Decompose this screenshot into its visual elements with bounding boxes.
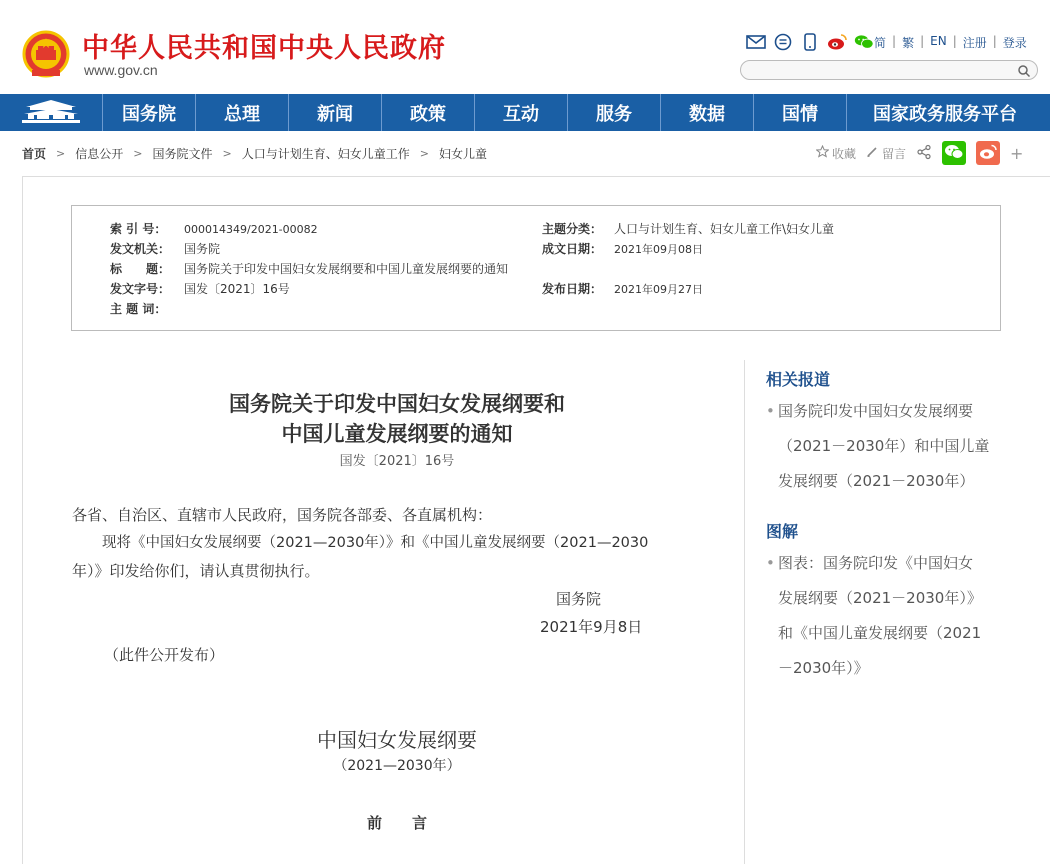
article-note: （此件公开发布） — [104, 646, 225, 664]
weibo-icon — [979, 144, 997, 163]
issuer-label: 发文机关： — [110, 242, 171, 256]
mail-icon[interactable] — [746, 32, 766, 52]
article-title-line-1: 国务院关于印发中国妇女发展纲要和 — [229, 391, 565, 416]
breadcrumb-women-children[interactable]: 妇女儿童 — [438, 147, 487, 161]
nav-item-state-council[interactable]: 国务院 — [103, 94, 196, 131]
article-salutation: 各省、自治区、直辖市人民政府，国务院各部委、各直属机构： — [72, 506, 493, 524]
article-title-line-2: 中国儿童发展纲要的通知 — [281, 421, 513, 446]
breadcrumb-council-documents[interactable]: 国务院文件 — [152, 147, 213, 161]
created-date-value: 2021年09月08日 — [614, 243, 703, 256]
bullet-dot: • — [766, 554, 775, 572]
chat-bubble-icon[interactable] — [773, 32, 793, 52]
more-share-icon[interactable]: + — [1010, 143, 1024, 163]
bullet-dot: • — [766, 402, 775, 420]
nav-item-national-info[interactable]: 国情 — [754, 94, 847, 131]
nav-home[interactable] — [0, 94, 103, 131]
wechat-icon[interactable] — [854, 32, 874, 52]
nav-item-data[interactable]: 数据 — [661, 94, 754, 131]
traditional-link[interactable]: 繁 — [902, 36, 915, 50]
chevron-right-icon: > — [222, 147, 232, 160]
comment-label: 留言 — [882, 146, 907, 161]
topic-label: 主题分类： — [542, 222, 603, 236]
nav-item-news[interactable]: 新闻 — [289, 94, 382, 131]
chevron-right-icon: > — [419, 147, 429, 160]
breadcrumb-population-category[interactable]: 人口与计划生育、妇女儿童工作 — [241, 147, 410, 161]
section-years: （2021—2030年） — [333, 758, 461, 774]
keywords-label: 主 题 词： — [110, 302, 167, 316]
related-reports-heading: 相关报道 — [766, 370, 831, 389]
title-label: 标 题： — [110, 262, 171, 276]
graphic-link[interactable] — [766, 546, 996, 686]
share-button[interactable] — [916, 144, 932, 163]
related-report-line-2: （2021－2030年）和中国儿童 — [778, 437, 990, 455]
divider: | — [952, 34, 957, 48]
search-box — [740, 60, 1038, 80]
comment-button[interactable] — [866, 145, 906, 162]
favorite-button[interactable] — [816, 145, 856, 162]
site-url[interactable]: www.gov.cn — [84, 62, 158, 78]
divider: | — [920, 34, 925, 48]
register-link[interactable]: 注册 — [962, 36, 987, 50]
share-icon — [916, 144, 932, 163]
title-value: 国务院关于印发中国妇女发展纲要和中国儿童发展纲要的通知 — [184, 262, 509, 276]
article-signer: 国务院 — [556, 590, 602, 608]
breadcrumb-info-disclosure[interactable]: 信息公开 — [75, 147, 124, 161]
section-title: 中国妇女发展纲要 — [317, 728, 477, 752]
nav-item-interaction[interactable]: 互动 — [475, 94, 568, 131]
star-icon — [816, 145, 829, 161]
site-header — [0, 0, 1050, 94]
weibo-icon[interactable] — [827, 32, 847, 52]
article-body-line-2: 年）》印发给你们，请认真贯彻执行。 — [72, 562, 320, 580]
login-link[interactable]: 登录 — [1002, 36, 1027, 50]
breadcrumb — [22, 145, 487, 162]
sidebar-divider — [744, 360, 745, 864]
divider: | — [892, 34, 897, 48]
nav-item-services[interactable]: 服务 — [568, 94, 661, 131]
related-report-line-3: 发展纲要（2021－2030年） — [778, 472, 975, 490]
graphic-line-1: 图表：国务院印发《中国妇女 — [778, 554, 974, 572]
index-label: 索 引 号： — [110, 222, 167, 236]
chevron-right-icon: > — [133, 147, 143, 160]
published-date-value: 2021年09月27日 — [614, 283, 703, 296]
preface-heading: 前 言 — [366, 814, 427, 832]
page-tools — [816, 141, 1023, 165]
main-nav — [0, 94, 1050, 131]
article-body-line-1: 现将《中国妇女发展纲要（2021—2030年）》和《中国儿童发展纲要（2021—2030 — [102, 535, 649, 551]
article-doc-number: 国发〔2021〕16号 — [339, 454, 455, 469]
article-date: 2021年9月8日 — [540, 618, 643, 636]
favorite-label: 收藏 — [832, 146, 857, 161]
breadcrumb-home[interactable]: 首页 — [22, 147, 47, 161]
graphic-line-2: 发展纲要（2021－2030年）》 — [778, 589, 982, 607]
graphic-line-3: 和《中国儿童发展纲要（2021 — [778, 624, 982, 642]
created-date-label: 成文日期： — [542, 242, 603, 256]
weibo-share-button[interactable] — [976, 141, 1000, 165]
related-report-link[interactable] — [766, 394, 996, 499]
tiananmen-icon — [20, 98, 82, 128]
simplified-link[interactable]: 简 — [874, 36, 887, 50]
top-links — [874, 34, 1027, 51]
nav-item-policies[interactable]: 政策 — [382, 94, 475, 131]
related-report-line-1: 国务院印发中国妇女发展纲要 — [778, 402, 974, 420]
index-value: 000014349/2021-00082 — [184, 223, 318, 236]
nav-item-premier[interactable]: 总理 — [196, 94, 289, 131]
doc-number-label: 发文字号： — [110, 282, 171, 296]
chevron-right-icon: > — [56, 147, 66, 160]
search-icon[interactable] — [1017, 63, 1031, 77]
published-date-label: 发布日期： — [542, 282, 603, 296]
national-emblem-icon[interactable] — [22, 30, 70, 80]
top-icon-bar — [746, 32, 874, 52]
site-title[interactable]: 中华人民共和国中央人民政府 — [82, 33, 446, 64]
search-input[interactable] — [751, 63, 1021, 81]
wechat-share-button[interactable] — [942, 141, 966, 165]
document-metadata — [71, 205, 1001, 331]
mobile-icon[interactable] — [800, 32, 820, 52]
pencil-icon — [866, 145, 879, 161]
graphic-line-4: －2030年）》 — [778, 659, 869, 677]
divider: | — [992, 34, 997, 48]
graphics-heading: 图解 — [766, 522, 799, 541]
wechat-icon — [944, 144, 964, 163]
doc-number-value: 国发〔2021〕16号 — [184, 282, 290, 296]
english-link[interactable]: EN — [930, 34, 947, 48]
issuer-value: 国务院 — [184, 242, 221, 256]
nav-item-government-services[interactable]: 国家政务服务平台 — [873, 103, 1017, 125]
topic-value: 人口与计划生育、妇女儿童工作\妇女儿童 — [614, 222, 835, 236]
